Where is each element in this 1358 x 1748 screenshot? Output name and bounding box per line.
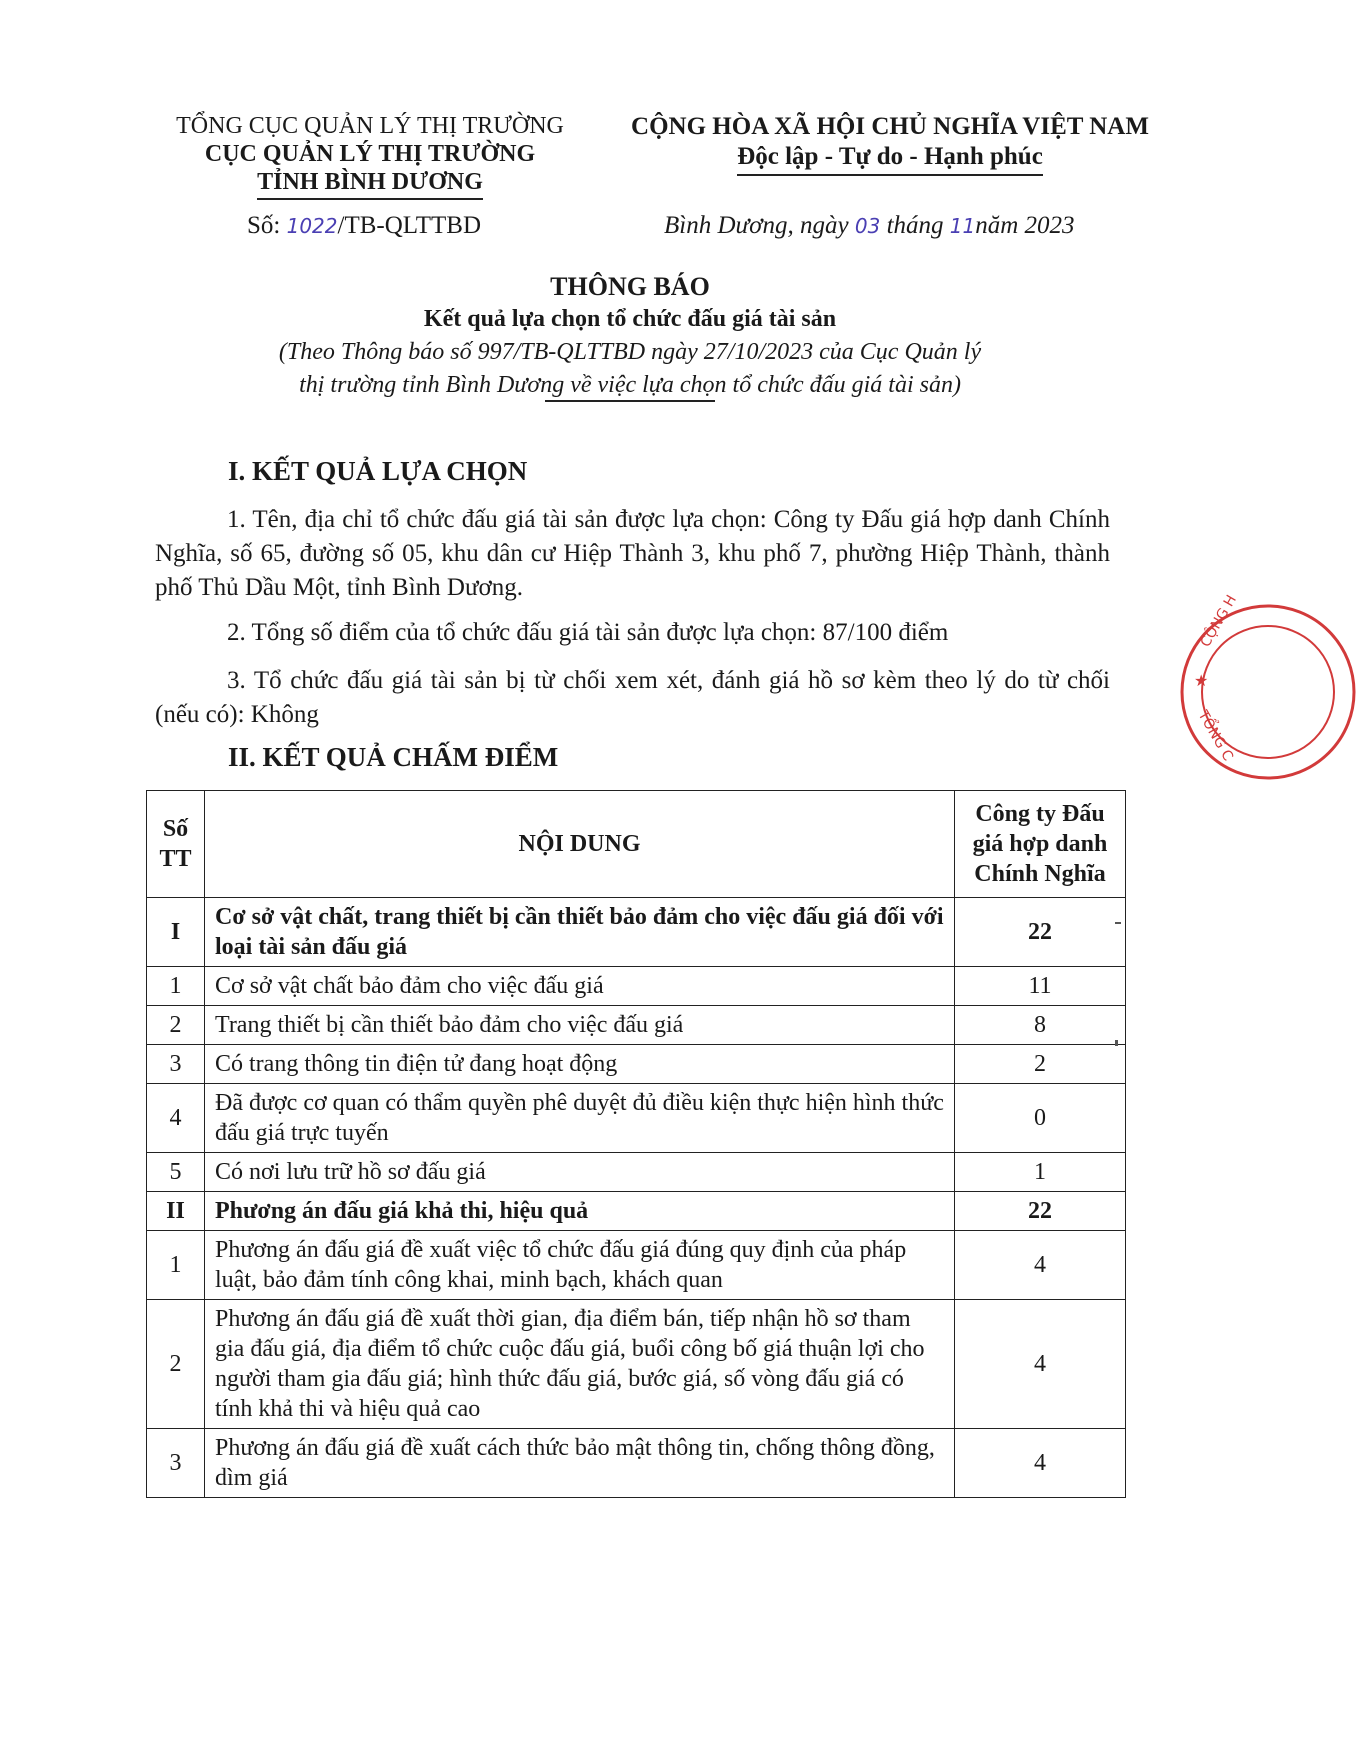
- agency-province: TỈNH BÌNH DƯƠNG: [257, 168, 483, 200]
- table-header-row: [147, 791, 1126, 898]
- national-header: [620, 112, 1160, 176]
- header-stt-line2: TT: [159, 846, 192, 872]
- red-stamp: [1178, 592, 1358, 782]
- table-row: [147, 1006, 1126, 1045]
- doc-number-suffix: /TB-QLTTBD: [337, 212, 482, 239]
- row-content: Phương án đấu giá đề xuất việc tổ chức đấu giá đúng quy định của pháp luật, bảo đảm tính công khai, minh bạch, khách quan: [205, 1231, 955, 1300]
- row-stt: 3: [147, 1045, 205, 1084]
- header-company: Công ty Đấu giá hợp danh Chính Nghĩa: [955, 791, 1126, 898]
- row-stt: 4: [147, 1084, 205, 1153]
- score-table: [146, 790, 1126, 1498]
- row-score: 11: [955, 967, 1126, 1006]
- table-row: [147, 1429, 1126, 1498]
- row-stt: 5: [147, 1153, 205, 1192]
- document-subtitle: Kết quả lựa chọn tổ chức đấu giá tài sản: [423, 306, 837, 332]
- table-body: [147, 898, 1126, 1498]
- section-1-paragraph-3: 3. Tổ chức đấu giá tài sản bị từ chối xem xét, đánh giá hồ sơ kèm theo lý do từ chối (nếu có): Không: [155, 667, 1110, 728]
- svg-text:★: ★: [1194, 673, 1209, 690]
- document-note-line1: (Theo Thông báo số 997/TB-QLTTBD ngày 27/10/2023 của Cục Quản lý: [278, 339, 982, 365]
- row-stt: I: [147, 898, 205, 967]
- stamp-text-top: CỘNG H: [1197, 592, 1241, 650]
- row-content: Cơ sở vật chất bảo đảm cho việc đấu giá: [205, 967, 955, 1006]
- table-row: [147, 1231, 1126, 1300]
- table-row: [147, 1300, 1126, 1429]
- date-year: năm 2023: [975, 212, 1075, 239]
- row-content: Trang thiết bị cần thiết bảo đảm cho việc đấu giá: [205, 1006, 955, 1045]
- row-score: 22: [955, 1192, 1126, 1231]
- scan-mark: [1115, 1040, 1118, 1046]
- row-content: Cơ sở vật chất, trang thiết bị cần thiết bảo đảm cho việc đấu giá đối với loại tài sản đấu giá: [205, 898, 955, 967]
- section-2-heading: II. KẾT QUẢ CHẤM ĐIỂM: [228, 742, 559, 772]
- scan-mark: [1115, 922, 1121, 924]
- document-title-block: [150, 270, 1110, 402]
- row-score: 4: [955, 1300, 1126, 1429]
- row-score: 4: [955, 1429, 1126, 1498]
- row-content: Đã được cơ quan có thẩm quyền phê duyệt đủ điều kiện thực hiện hình thức đấu giá trực tuyến: [205, 1084, 955, 1153]
- document-date: [664, 212, 1075, 240]
- table-row: [147, 898, 1126, 967]
- section-1-paragraph-2: 2. Tổng số điểm của tổ chức đấu giá tài sản được lựa chọn: 87/100 điểm: [227, 619, 949, 646]
- row-content: Phương án đấu giá đề xuất thời gian, địa điểm bán, tiếp nhận hồ sơ tham gia đấu giá, địa điểm tổ chức cuộc đấu giá, buổi công bố giá thuận lợi cho người tham gia đấu giá; hình thức đấu giá, bước giá, số vòng đấu giá có tính khả thi và hiệu quả cao: [205, 1300, 955, 1429]
- row-stt: 3: [147, 1429, 205, 1498]
- table-row: [147, 967, 1126, 1006]
- national-title: CỘNG HÒA XÃ HỘI CHỦ NGHĨA VIỆT NAM: [631, 113, 1149, 140]
- section-1-heading: I. KẾT QUẢ LỰA CHỌN: [228, 456, 528, 486]
- doc-number-prefix: Số:: [247, 212, 287, 239]
- row-score: 0: [955, 1084, 1126, 1153]
- row-score: 1: [955, 1153, 1126, 1192]
- table-row: [147, 1045, 1126, 1084]
- row-stt: 2: [147, 1006, 205, 1045]
- section-1-paragraph-1: 1. Tên, địa chỉ tổ chức đấu giá tài sản được lựa chọn: Công ty Đấu giá hợp danh Chính Nghĩa, số 65, đường số 05, khu dân cư Hiệp Thành 3, khu phố 7, phường Hiệp Thành, thành phố Thủ Dầu Một, tỉnh Bình Dương.: [155, 506, 1110, 601]
- agency-name: CỤC QUẢN LÝ THỊ TRƯỜNG: [204, 141, 536, 167]
- title-divider: [545, 400, 715, 402]
- row-score: 4: [955, 1231, 1126, 1300]
- row-content: Có trang thông tin điện tử đang hoạt động: [205, 1045, 955, 1084]
- row-score: 22: [955, 898, 1126, 967]
- row-content: Có nơi lưu trữ hồ sơ đấu giá: [205, 1153, 955, 1192]
- document-title: THÔNG BÁO: [550, 272, 710, 301]
- document-note-line2: thị trường tỉnh Bình Dương về việc lựa chọn tổ chức đấu giá tài sản): [299, 372, 961, 398]
- row-stt: 1: [147, 1231, 205, 1300]
- row-stt: II: [147, 1192, 205, 1231]
- document-number: [247, 212, 481, 240]
- date-place: Bình Dương, ngày: [664, 212, 855, 239]
- header-stt: [147, 791, 205, 898]
- row-content: Phương án đấu giá đề xuất cách thức bảo mật thông tin, chống thông đồng, dìm giá: [205, 1429, 955, 1498]
- row-score: 8: [955, 1006, 1126, 1045]
- table-row: [147, 1084, 1126, 1153]
- agency-header: [150, 112, 590, 200]
- agency-parent: TỔNG CỤC QUẢN LÝ THỊ TRƯỜNG: [176, 113, 564, 139]
- date-month-handwritten: 11: [949, 214, 976, 238]
- header-stt-line1: Số: [162, 816, 189, 842]
- row-stt: 2: [147, 1300, 205, 1429]
- date-day-handwritten: 03: [854, 214, 881, 238]
- row-content: Phương án đấu giá khả thi, hiệu quả: [205, 1192, 955, 1231]
- date-month-label: tháng: [880, 212, 950, 239]
- table-row: [147, 1153, 1126, 1192]
- doc-number-handwritten: 1022: [286, 214, 338, 238]
- national-motto: Độc lập - Tự do - Hạnh phúc: [737, 142, 1043, 176]
- row-stt: 1: [147, 967, 205, 1006]
- stamp-text-side: TỔNG C: [1194, 708, 1236, 764]
- header-content: NỘI DUNG: [205, 791, 955, 898]
- row-score: 2: [955, 1045, 1126, 1084]
- table-row: [147, 1192, 1126, 1231]
